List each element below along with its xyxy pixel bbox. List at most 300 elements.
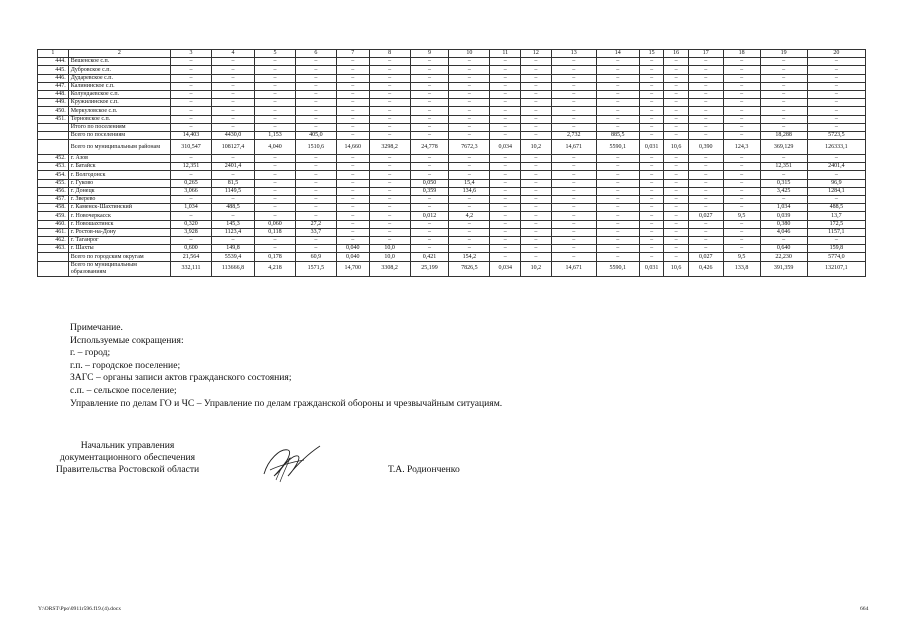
statistics-table xyxy=(37,49,866,277)
table-cell: – xyxy=(171,82,212,90)
table-cell: – xyxy=(551,220,596,228)
table-cell: – xyxy=(639,236,664,244)
table-cell: – xyxy=(449,204,490,212)
table-cell: – xyxy=(211,115,254,123)
table-cell: 1571,5 xyxy=(295,261,336,276)
table-cell: – xyxy=(410,196,449,204)
table-cell: – xyxy=(369,123,410,131)
table-cell: – xyxy=(254,82,295,90)
table-cell: – xyxy=(211,236,254,244)
table-cell: – xyxy=(723,171,760,179)
table-cell: – xyxy=(760,115,807,123)
table-cell: – xyxy=(211,196,254,204)
table-row xyxy=(38,140,866,155)
territory-name: Терновское с.п. xyxy=(68,115,170,123)
table-cell: – xyxy=(664,179,689,187)
table-cell: 10,6 xyxy=(664,140,689,155)
table-cell: – xyxy=(369,236,410,244)
table-cell: 14,700 xyxy=(336,261,369,276)
table-cell: – xyxy=(254,155,295,163)
table-cell: – xyxy=(171,66,212,74)
table-cell: – xyxy=(551,245,596,253)
table-cell: – xyxy=(295,204,336,212)
table-cell: – xyxy=(664,220,689,228)
table-cell: – xyxy=(664,171,689,179)
table-cell: 12,351 xyxy=(760,163,807,171)
table-cell: – xyxy=(639,99,664,107)
table-cell: – xyxy=(596,196,639,204)
table-cell: – xyxy=(336,163,369,171)
territory-name: г. Донецк xyxy=(68,187,170,195)
column-number: 2 xyxy=(68,50,170,58)
table-cell: – xyxy=(688,99,723,107)
table-cell: – xyxy=(723,131,760,139)
table-cell: 172,5 xyxy=(807,220,865,228)
territory-name: Всего по муниципальным районам xyxy=(68,140,170,155)
column-number: 8 xyxy=(369,50,410,58)
table-cell: – xyxy=(551,253,596,261)
table-cell: – xyxy=(410,131,449,139)
table-cell: – xyxy=(723,236,760,244)
table-cell: – xyxy=(760,107,807,115)
table-cell: – xyxy=(410,171,449,179)
table-cell: – xyxy=(688,220,723,228)
table-cell: 332,111 xyxy=(171,261,212,276)
table-cell: – xyxy=(295,90,336,98)
row-number: 462. xyxy=(38,236,69,244)
table-cell: – xyxy=(295,179,336,187)
table-row xyxy=(38,253,866,261)
table-cell: – xyxy=(551,107,596,115)
table-cell: – xyxy=(760,99,807,107)
table-cell: – xyxy=(336,171,369,179)
table-cell: – xyxy=(688,236,723,244)
table-cell: – xyxy=(490,236,521,244)
row-number: 447. xyxy=(38,82,69,90)
table-cell: 0,034 xyxy=(490,261,521,276)
table-cell: – xyxy=(490,245,521,253)
table-cell: – xyxy=(369,115,410,123)
table-cell: 3298,2 xyxy=(369,140,410,155)
table-cell: 5590,1 xyxy=(596,261,639,276)
column-number: 20 xyxy=(807,50,865,58)
table-cell: – xyxy=(254,212,295,220)
territory-name: г. Новошахтинск xyxy=(68,220,170,228)
column-number: 16 xyxy=(664,50,689,58)
table-cell: – xyxy=(521,220,552,228)
table-cell: – xyxy=(449,155,490,163)
territory-name: Всего по городским округам xyxy=(68,253,170,261)
table-cell: 2401,4 xyxy=(807,163,865,171)
table-cell: – xyxy=(211,107,254,115)
table-cell: – xyxy=(723,107,760,115)
abbr-rural-settlement: с.п. – сельское поселение; xyxy=(70,384,177,396)
table-cell: – xyxy=(688,58,723,66)
table-cell: – xyxy=(688,131,723,139)
row-number: 454. xyxy=(38,171,69,179)
table-cell: – xyxy=(521,58,552,66)
table-cell: – xyxy=(688,245,723,253)
table-row xyxy=(38,212,866,220)
table-cell: 4,040 xyxy=(254,140,295,155)
table-cell: – xyxy=(490,131,521,139)
table-cell: – xyxy=(490,253,521,261)
table-cell: – xyxy=(336,115,369,123)
table-cell: – xyxy=(596,236,639,244)
table-cell: 10,2 xyxy=(521,261,552,276)
table-row xyxy=(38,171,866,179)
table-cell: – xyxy=(449,74,490,82)
table-cell: – xyxy=(639,155,664,163)
table-cell: – xyxy=(639,245,664,253)
table-cell: 3,928 xyxy=(171,228,212,236)
signatory-position xyxy=(40,440,215,476)
table-cell: 159,8 xyxy=(807,245,865,253)
table-cell: – xyxy=(369,171,410,179)
table-cell: – xyxy=(336,90,369,98)
row-number: 448. xyxy=(38,90,69,98)
table-cell: – xyxy=(171,171,212,179)
row-number xyxy=(38,140,69,155)
table-cell: – xyxy=(449,58,490,66)
table-cell: 22,230 xyxy=(760,253,807,261)
row-number: 453. xyxy=(38,163,69,171)
table-cell: – xyxy=(639,187,664,195)
abbr-city: г. – город; xyxy=(70,347,111,359)
table-cell: – xyxy=(596,220,639,228)
table-cell: – xyxy=(664,187,689,195)
notes-title: Примечание. xyxy=(70,322,123,333)
table-cell: 0,390 xyxy=(688,140,723,155)
table-cell: – xyxy=(664,131,689,139)
table-cell: – xyxy=(369,58,410,66)
table-cell: – xyxy=(664,253,689,261)
table-cell: – xyxy=(760,90,807,98)
table-cell: – xyxy=(760,155,807,163)
column-number: 3 xyxy=(171,50,212,58)
table-row xyxy=(38,179,866,187)
table-cell: – xyxy=(254,123,295,131)
table-cell: – xyxy=(723,155,760,163)
table-cell: – xyxy=(171,58,212,66)
table-cell: – xyxy=(807,123,865,131)
table-cell: – xyxy=(295,115,336,123)
table-cell: – xyxy=(596,155,639,163)
table-cell: – xyxy=(449,236,490,244)
table-cell: – xyxy=(254,107,295,115)
column-number: 15 xyxy=(639,50,664,58)
table-cell: – xyxy=(551,163,596,171)
table-cell: 4430,0 xyxy=(211,131,254,139)
table-cell: 14,403 xyxy=(171,131,212,139)
table-cell: 0,600 xyxy=(171,245,212,253)
table-cell: – xyxy=(521,82,552,90)
table-cell: 0,027 xyxy=(688,253,723,261)
table-cell: – xyxy=(551,171,596,179)
table-row xyxy=(38,163,866,171)
table-cell: 5590,1 xyxy=(596,140,639,155)
table-cell: – xyxy=(490,187,521,195)
table-cell: – xyxy=(369,163,410,171)
table-cell: – xyxy=(211,82,254,90)
table-cell: – xyxy=(551,90,596,98)
table-cell: 132107,1 xyxy=(807,261,865,276)
table-cell: – xyxy=(639,171,664,179)
column-number: 13 xyxy=(551,50,596,58)
territory-name: г. Шахты xyxy=(68,245,170,253)
table-cell: – xyxy=(688,163,723,171)
table-cell: 3,066 xyxy=(171,187,212,195)
table-cell: – xyxy=(490,107,521,115)
table-cell: – xyxy=(490,196,521,204)
table-cell: 13,7 xyxy=(807,212,865,220)
table-cell: – xyxy=(490,99,521,107)
table-cell: – xyxy=(723,220,760,228)
table-cell: – xyxy=(688,187,723,195)
table-cell: – xyxy=(449,196,490,204)
table-cell: – xyxy=(664,58,689,66)
table-cell: – xyxy=(254,187,295,195)
table-cell: – xyxy=(490,163,521,171)
table-cell: – xyxy=(369,90,410,98)
table-cell: – xyxy=(723,228,760,236)
table-cell: 10,2 xyxy=(521,140,552,155)
table-cell: – xyxy=(551,212,596,220)
table-cell: – xyxy=(760,66,807,74)
table-cell: – xyxy=(410,220,449,228)
table-cell: – xyxy=(521,212,552,220)
table-cell: – xyxy=(211,74,254,82)
table-cell: 0,426 xyxy=(688,261,723,276)
table-cell: 0,060 xyxy=(254,220,295,228)
table-cell: 0,421 xyxy=(410,253,449,261)
table-cell: – xyxy=(369,99,410,107)
table-cell: – xyxy=(521,115,552,123)
table-cell: – xyxy=(336,107,369,115)
table-cell: 488,5 xyxy=(807,204,865,212)
table-cell: – xyxy=(688,123,723,131)
position-line-2: документационного обеспечения xyxy=(59,452,196,463)
table-cell: – xyxy=(596,163,639,171)
table-cell: – xyxy=(807,236,865,244)
table-cell: – xyxy=(723,163,760,171)
table-cell: – xyxy=(211,58,254,66)
column-number: 9 xyxy=(410,50,449,58)
table-cell: 14,671 xyxy=(551,140,596,155)
table-cell: – xyxy=(639,212,664,220)
table-cell: – xyxy=(254,245,295,253)
table-cell: – xyxy=(254,58,295,66)
column-number: 4 xyxy=(211,50,254,58)
table-cell: – xyxy=(639,74,664,82)
table-cell: – xyxy=(171,236,212,244)
table-cell: 9,5 xyxy=(723,253,760,261)
table-cell: – xyxy=(410,155,449,163)
table-row xyxy=(38,245,866,253)
table-cell: 1123,4 xyxy=(211,228,254,236)
table-cell: – xyxy=(336,196,369,204)
table-cell: – xyxy=(639,131,664,139)
table-cell: – xyxy=(760,74,807,82)
territory-name: Всего по муниципальным образованиям xyxy=(68,261,170,276)
table-cell: – xyxy=(723,179,760,187)
row-number: 444. xyxy=(38,58,69,66)
row-number: 450. xyxy=(38,107,69,115)
table-row xyxy=(38,107,866,115)
table-cell: 24,778 xyxy=(410,140,449,155)
table-cell: 0,039 xyxy=(760,212,807,220)
table-cell: – xyxy=(664,204,689,212)
table-cell: – xyxy=(211,171,254,179)
territory-name: Дударевское с.п. xyxy=(68,74,170,82)
table-cell: – xyxy=(639,58,664,66)
table-cell: – xyxy=(639,82,664,90)
table-cell: – xyxy=(688,171,723,179)
table-cell: – xyxy=(449,115,490,123)
table-cell: 0,040 xyxy=(336,253,369,261)
table-cell: 5723,5 xyxy=(807,131,865,139)
table-cell: – xyxy=(596,99,639,107)
row-number xyxy=(38,131,69,139)
table-cell: – xyxy=(295,155,336,163)
table-cell: – xyxy=(723,187,760,195)
table-cell: – xyxy=(449,163,490,171)
table-cell: – xyxy=(521,196,552,204)
table-cell: – xyxy=(664,236,689,244)
table-cell: – xyxy=(336,179,369,187)
table-row xyxy=(38,74,866,82)
table-cell: – xyxy=(807,171,865,179)
table-cell: – xyxy=(664,196,689,204)
table-cell: 0,040 xyxy=(336,245,369,253)
table-cell: 25,199 xyxy=(410,261,449,276)
table-cell: 81,5 xyxy=(211,179,254,187)
table-cell: – xyxy=(336,82,369,90)
table-cell: – xyxy=(254,99,295,107)
table-cell: – xyxy=(807,155,865,163)
table-cell: – xyxy=(551,236,596,244)
table-header-row xyxy=(38,50,866,58)
territory-name: г. Каменск-Шахтинский xyxy=(68,204,170,212)
table-cell: – xyxy=(664,155,689,163)
table-row xyxy=(38,220,866,228)
table-cell: – xyxy=(760,236,807,244)
table-cell: – xyxy=(254,90,295,98)
table-cell: – xyxy=(521,90,552,98)
table-cell: 5539,4 xyxy=(211,253,254,261)
handwritten-signature xyxy=(258,440,324,488)
table-cell: – xyxy=(723,66,760,74)
table-cell: – xyxy=(551,196,596,204)
table-row xyxy=(38,204,866,212)
table-cell: 4,218 xyxy=(254,261,295,276)
position-line-3: Правительства Ростовской области xyxy=(55,464,200,475)
table-cell: 1510,6 xyxy=(295,140,336,155)
table-cell: – xyxy=(688,90,723,98)
table-cell: – xyxy=(369,212,410,220)
table-cell: – xyxy=(171,123,212,131)
table-cell: – xyxy=(664,107,689,115)
table-cell: 10,0 xyxy=(369,245,410,253)
table-cell: – xyxy=(254,171,295,179)
table-cell: – xyxy=(410,163,449,171)
table-cell: – xyxy=(295,99,336,107)
table-cell: – xyxy=(211,155,254,163)
table-cell: – xyxy=(369,74,410,82)
table-cell: – xyxy=(639,90,664,98)
table-cell: – xyxy=(369,107,410,115)
table-cell: – xyxy=(760,58,807,66)
table-cell: – xyxy=(596,171,639,179)
table-cell: – xyxy=(336,74,369,82)
table-cell: 134,6 xyxy=(449,187,490,195)
table-cell: – xyxy=(295,187,336,195)
table-cell: – xyxy=(664,99,689,107)
table-cell: – xyxy=(490,228,521,236)
table-cell: – xyxy=(807,58,865,66)
table-cell: – xyxy=(369,220,410,228)
table-row xyxy=(38,131,866,139)
table-row xyxy=(38,155,866,163)
table-cell: – xyxy=(449,66,490,74)
table-cell: 2401,4 xyxy=(211,163,254,171)
table-cell: – xyxy=(336,66,369,74)
table-cell: – xyxy=(490,66,521,74)
position-line-1: Начальник управления xyxy=(80,440,175,451)
table-row xyxy=(38,123,866,131)
table-cell: 0,118 xyxy=(254,228,295,236)
table-cell: 391,359 xyxy=(760,261,807,276)
table-cell: – xyxy=(521,123,552,131)
table-cell: – xyxy=(807,115,865,123)
table-cell: – xyxy=(490,115,521,123)
table-cell: – xyxy=(639,253,664,261)
table-cell: – xyxy=(211,66,254,74)
table-cell: – xyxy=(639,220,664,228)
table-cell: – xyxy=(596,253,639,261)
table-cell: – xyxy=(596,82,639,90)
table-cell: – xyxy=(171,155,212,163)
column-number: 12 xyxy=(521,50,552,58)
column-number: 5 xyxy=(254,50,295,58)
table-cell: – xyxy=(410,66,449,74)
row-number: 459. xyxy=(38,212,69,220)
table-cell: – xyxy=(295,171,336,179)
table-cell: – xyxy=(449,107,490,115)
territory-name: г. Ростов-на-Дону xyxy=(68,228,170,236)
table-cell: – xyxy=(490,155,521,163)
table-row xyxy=(38,261,866,276)
table-cell: – xyxy=(449,131,490,139)
table-cell: – xyxy=(596,107,639,115)
table-cell: – xyxy=(664,245,689,253)
table-cell: 0,012 xyxy=(410,212,449,220)
table-cell: – xyxy=(639,179,664,187)
territory-name: г. Батайск xyxy=(68,163,170,171)
table-cell: 12,351 xyxy=(171,163,212,171)
table-cell: – xyxy=(807,107,865,115)
table-cell: – xyxy=(760,82,807,90)
table-cell: – xyxy=(596,187,639,195)
table-cell: – xyxy=(369,204,410,212)
table-cell: 369,129 xyxy=(760,140,807,155)
table-cell: – xyxy=(254,74,295,82)
table-cell: 126333,1 xyxy=(807,140,865,155)
table-cell: – xyxy=(551,115,596,123)
row-number xyxy=(38,261,69,276)
table-cell: – xyxy=(254,66,295,74)
table-row xyxy=(38,236,866,244)
